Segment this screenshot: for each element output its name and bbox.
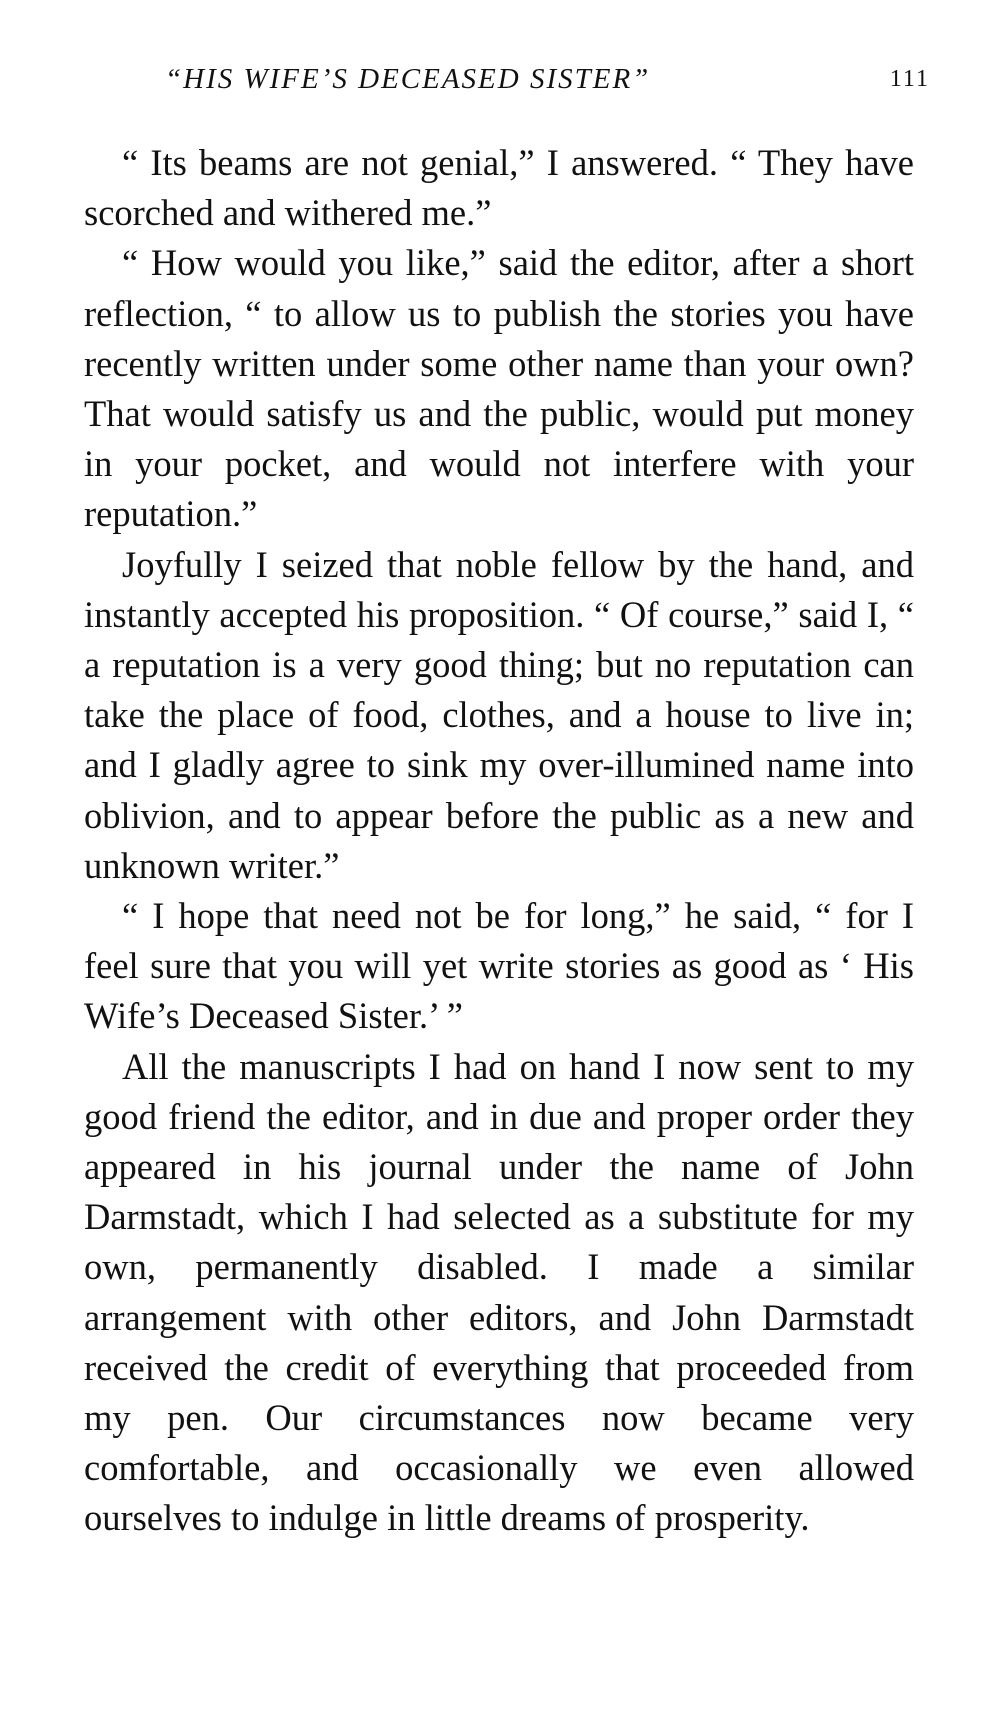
paragraph: “ I hope that need not be for long,” he said, “ for I feel sure that you will yet write stories as good as ‘ His Wife’s Deceased Sister.’ ” [84,895,914,1037]
running-title: “HIS WIFE’S DECEASED SISTER” [165,63,651,95]
paragraph: All the manuscripts I had on hand I now sent to my good friend the editor, and in due and proper order they appeared in his journal under the name of John Darmstadt, which I had selected as a substitute for my own, permanently disabled. I made a similar arrangement with other editors, and John Darmstadt received the credit of everything that proceeded from my pen. Our circumstances now became very comfortable, and occasionally we even allowed ourselves to indulge in little dreams of prosperity. [84,1045,914,1539]
paragraph: “ How would you like,” said the editor, after a short reflection, “ to allow us to publish the stories you have recently written under some other name than your own? That would satisfy us and the public, would put money in your pocket, and would not interfere with your reputation.” [84,242,914,535]
paragraph: Joyfully I seized that noble fellow by the hand, and instantly accepted his proposition. “ Of course,” said I, “ a reputation is a very good thing; but no reputation can take the place of food, clothes, and a house to live in; and I gladly agree to sink my over-illumined name into oblivion, and to appear before the public as a new and unknown writer.” [84,543,914,886]
body-text [84,138,914,1544]
running-head [165,54,930,104]
paragraph: “ Its beams are not genial,” I answered. “ They have scorched and withered me.” [84,142,914,234]
page-number: 111 [889,66,930,92]
